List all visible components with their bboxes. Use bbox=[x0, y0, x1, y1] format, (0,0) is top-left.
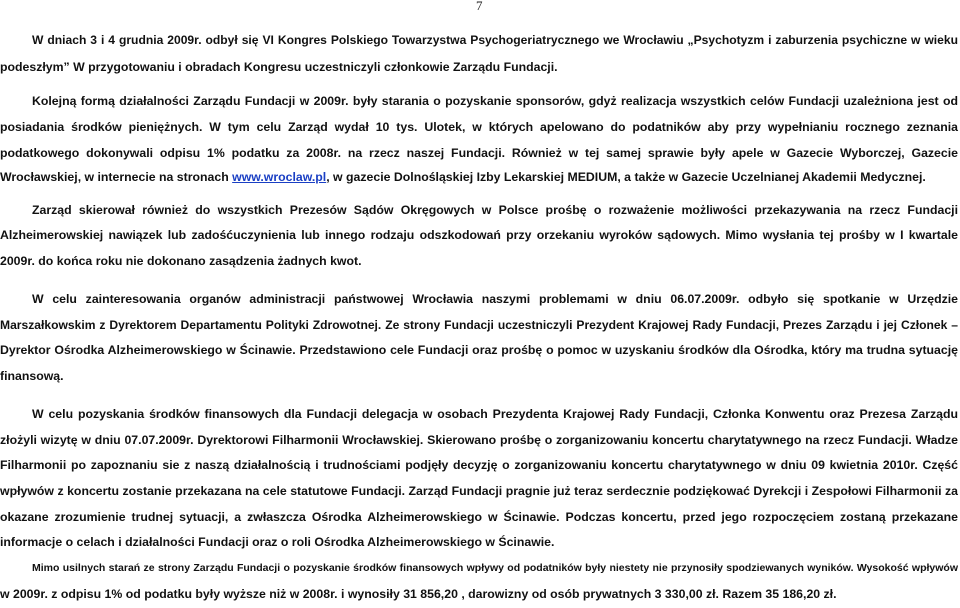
text-segment: Mimo usilnych starań ze strony Zarządu Fundacji o pozyskanie środków finansowych wpływy od podatników były niestety nie przynosiły spodziewanych wyników. Wysokość wpływów bbox=[32, 562, 958, 574]
text-line bbox=[0, 59, 958, 75]
text-segment: Alzheimerowskiej nawiązek lub zadośćuczynienia lub innego rodzaju odszkodowań przy orzekaniu wyroków sądowych. Mimo wysłania tej prośby w I kwartale bbox=[0, 228, 958, 242]
text-line bbox=[0, 368, 958, 384]
text-line bbox=[0, 145, 958, 161]
text-segment: w 2009r. z odpisu 1% od podatku były wyższe niż w 2008r. i wynosiły 31 856,20 , darowizny od osób prywatnych 3 330,00 zł. Razem 35 186,20 zł. bbox=[0, 587, 837, 601]
text-segment: Wrocławskiej, w internecie na stronach bbox=[0, 170, 233, 184]
text-segment: , w gazecie Dolnośląskiej Izby Lekarskiej MEDIUM, a także w Gazecie Uczelnianej Akademii Medycznej. bbox=[326, 170, 926, 184]
text-line bbox=[0, 227, 958, 243]
text-segment: podatkowego dokonywali odpisu 1% podatku za 2008r. na rzecz naszej Fundacji. Również w tej samej sprawie były apele w Gazecie Wyborczej, Gazecie bbox=[0, 146, 958, 160]
page-number: 7 bbox=[476, 0, 483, 13]
text-line bbox=[32, 93, 958, 109]
text-segment: informacje o celach i działalności Fundacji oraz o roli Ośrodka Alzheimerowskiego w Ścinawie. bbox=[0, 535, 555, 549]
text-segment: okazane zrozumienie trudnej sytuacji, a zwłaszcza Ośrodka Alzheimerowskiego w Ścinawie. Podczas koncertu, przed jego rozpoczęciem zostaną przekazane bbox=[0, 510, 958, 524]
text-line bbox=[0, 432, 958, 448]
text-line bbox=[0, 509, 958, 525]
text-segment: W celu pozyskania środków finansowych dla Fundacji delegacja w osobach Prezydenta Krajowej Rady Fundacji, Członka Konwentu oraz Prezesa Zarządu bbox=[32, 407, 958, 421]
text-segment: 2009r. do końca roku nie dokonano zasądzenia żadnych kwot. bbox=[0, 254, 362, 268]
text-segment: wpływów z koncertu zostanie przekazana na cele statutowe Fundacji. Zarząd Fundacji pragnie już teraz serdecznie podziękować Dyrekcji i Zespołowi Filharmonii za bbox=[0, 484, 958, 498]
website-link[interactable]: www.wroclaw.pl bbox=[232, 170, 327, 184]
text-segment: Kolejną formą działalności Zarządu Fundacji w 2009r. były starania o pozyskanie sponsorów, gdyż realizacja wszystkich celów Fundacji uzależniona jest od bbox=[32, 94, 958, 108]
text-segment: Marszałkowskim z Dyrektorem Departamentu Polityki Zdrowotnej. Ze strony Fundacji uczestniczyli Prezydent Krajowej Rady Fundacji, Prezes Zarządu i jej Członek – bbox=[0, 318, 958, 332]
text-line bbox=[0, 253, 958, 269]
text-line bbox=[0, 534, 958, 550]
text-segment: Dyrektor Ośrodka Alzheimerowskiego w Ścinawie. Przedstawiono cele Fundacji oraz prośbę o pomoc w uzyskaniu środków dla Ośrodka, który ma trudna sytuację bbox=[0, 343, 958, 357]
text-line bbox=[32, 560, 958, 576]
text-segment: finansową. bbox=[0, 369, 64, 383]
text-line bbox=[0, 586, 958, 602]
text-segment: posiadania środków pieniężnych. W tym celu Zarząd wydał 10 tys. Ulotek, w których apelowano do podatników aby przy wypełnianiu rocznego zeznania bbox=[0, 120, 958, 134]
text-segment: Zarząd skierował również do wszystkich Prezesów Sądów Okręgowych w Polsce prośbę o rozważenie możliwości przekazywania na rzecz Fundacji bbox=[32, 203, 958, 217]
text-line bbox=[32, 406, 958, 422]
text-line bbox=[32, 32, 958, 48]
text-line bbox=[32, 291, 958, 307]
text-segment: złożyli wizytę w dniu 07.07.2009r. Dyrektorowi Filharmonii Wrocławskiej. Skierowano prośbę o zorganizowaniu koncertu charytatywnego na rzecz Fundacji. Władze bbox=[0, 433, 958, 447]
text-line bbox=[0, 317, 958, 333]
text-segment: podeszłym” W przygotowaniu i obradach Kongresu uczestniczyli członkowie Zarządu Fundacji. bbox=[0, 60, 558, 74]
text-line bbox=[0, 483, 958, 499]
text-line bbox=[0, 342, 958, 358]
text-line bbox=[0, 457, 958, 473]
text-segment: W dniach 3 i 4 grudnia 2009r. odbył się VI Kongres Polskiego Towarzystwa Psychogeriatrycznego we Wrocławiu „Psychotyzm i zaburzenia psychiczne w wieku bbox=[32, 33, 958, 47]
text-line bbox=[32, 202, 958, 218]
text-line bbox=[0, 119, 958, 135]
text-line bbox=[0, 169, 958, 185]
text-segment: Filharmonii po zapoznaniu sie z naszą działalnością i trudnościami podjęły decyzję o zorganizowaniu koncertu charytatywnego w dniu 09 kwietnia 2010r. Część bbox=[0, 458, 958, 472]
text-segment: W celu zainteresowania organów administracji państwowej Wrocławia naszymi problemami w dniu 06.07.2009r. odbyło się spotkanie w Urzędzie bbox=[32, 292, 958, 306]
